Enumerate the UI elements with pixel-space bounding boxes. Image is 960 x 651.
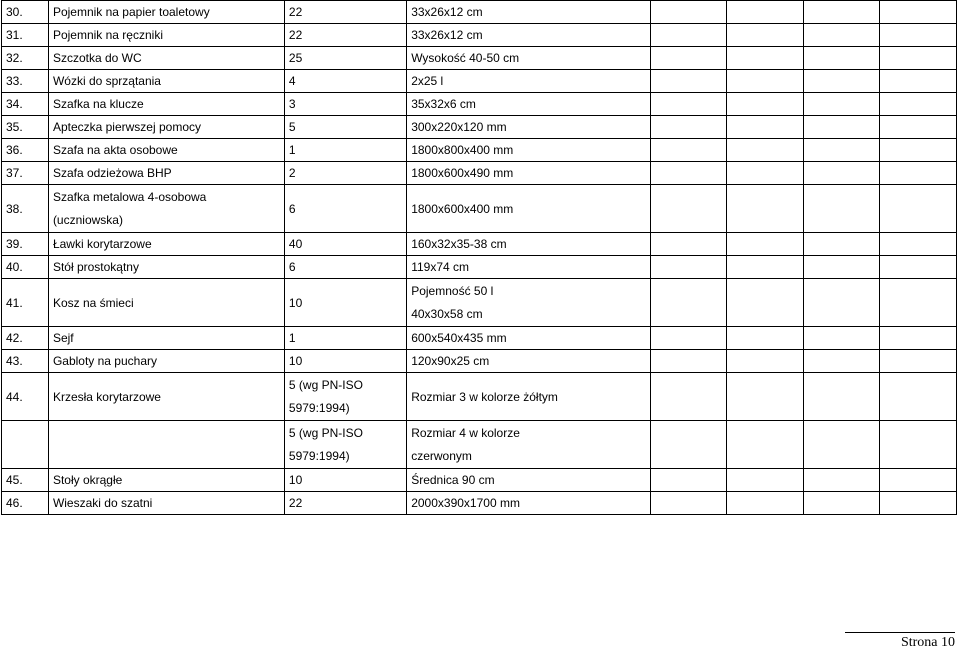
cell-quantity: 22	[284, 24, 406, 47]
cell-empty	[727, 139, 804, 162]
table-row	[2, 373, 957, 421]
cell-quantity: 1	[284, 327, 406, 350]
cell-empty	[880, 116, 957, 139]
page-number: Strona 10	[900, 635, 955, 650]
table-row	[2, 279, 957, 327]
cell-item-name: Apteczka pierwszej pomocy	[48, 116, 284, 139]
cell-item-name: Krzesła korytarzowe	[48, 373, 284, 421]
cell-number: 44.	[2, 373, 49, 421]
table-row	[2, 24, 957, 47]
table-row	[2, 139, 957, 162]
cell-empty	[727, 162, 804, 185]
cell-empty	[803, 469, 880, 492]
cell-empty	[803, 279, 880, 327]
cell-empty	[803, 162, 880, 185]
cell-empty	[880, 327, 957, 350]
cell-quantity: 22	[284, 1, 406, 24]
cell-empty	[727, 93, 804, 116]
cell-dimensions	[407, 279, 650, 327]
cell-empty	[880, 162, 957, 185]
cell-item-name: Ławki korytarzowe	[48, 233, 284, 256]
cell-empty	[650, 421, 727, 469]
cell-item-name: Kosz na śmieci	[48, 279, 284, 327]
cell-empty	[803, 373, 880, 421]
cell-empty	[803, 139, 880, 162]
cell-empty	[650, 492, 727, 515]
cell-dimensions: 1800x600x490 mm	[407, 162, 650, 185]
table-row	[2, 469, 957, 492]
cell-empty	[650, 279, 727, 327]
cell-empty	[880, 139, 957, 162]
cell-item-name: Szafa odzieżowa BHP	[48, 162, 284, 185]
cell-item-name: Wieszaki do szatni	[48, 492, 284, 515]
cell-item-name: Szafa na akta osobowe	[48, 139, 284, 162]
cell-item-name: Pojemnik na papier toaletowy	[48, 1, 284, 24]
cell-empty	[727, 185, 804, 233]
cell-empty	[650, 469, 727, 492]
cell-number: 46.	[2, 492, 49, 515]
cell-line: 5979:1994)	[288, 400, 350, 415]
cell-dimensions: 300x220x120 mm	[407, 116, 650, 139]
cell-empty	[727, 1, 804, 24]
cell-empty	[880, 469, 957, 492]
cell-item-name: Stoły okrągłe	[48, 469, 284, 492]
cell-quantity: 1	[284, 139, 406, 162]
cell-empty	[650, 116, 727, 139]
cell-quantity: 2	[284, 162, 406, 185]
cell-line: Rozmiar 4 w kolorze	[411, 425, 520, 440]
cell-empty	[727, 116, 804, 139]
equipment-table-body	[2, 1, 957, 515]
cell-line: 5 (wg PN-ISO	[288, 377, 363, 392]
cell-empty	[803, 185, 880, 233]
cell-number: 30.	[2, 1, 49, 24]
cell-number: 39.	[2, 233, 49, 256]
cell-quantity: 10	[284, 469, 406, 492]
cell-empty	[650, 1, 727, 24]
cell-empty	[727, 373, 804, 421]
cell-empty	[803, 256, 880, 279]
cell-empty	[650, 327, 727, 350]
cell-empty	[650, 373, 727, 421]
cell-quantity: 4	[284, 70, 406, 93]
page-footer	[845, 632, 955, 649]
equipment-table	[1, 0, 957, 515]
cell-empty	[880, 24, 957, 47]
cell-empty	[880, 185, 957, 233]
cell-empty	[650, 233, 727, 256]
cell-number: 36.	[2, 139, 49, 162]
cell-dimensions: 1800x800x400 mm	[407, 139, 650, 162]
cell-empty	[803, 116, 880, 139]
cell-empty	[650, 93, 727, 116]
cell-item-name: Pojemnik na ręczniki	[48, 24, 284, 47]
cell-empty	[880, 279, 957, 327]
cell-empty	[650, 139, 727, 162]
table-row	[2, 421, 957, 469]
cell-number: 42.	[2, 327, 49, 350]
cell-dimensions: 2x25 l	[407, 70, 650, 93]
cell-empty	[727, 233, 804, 256]
cell-quantity: 40	[284, 233, 406, 256]
table-row	[2, 70, 957, 93]
cell-empty	[727, 421, 804, 469]
cell-dimensions: 120x90x25 cm	[407, 350, 650, 373]
cell-line: Szafka metalowa 4-osobowa	[52, 189, 207, 204]
cell-number: 32.	[2, 47, 49, 70]
cell-empty	[803, 1, 880, 24]
footer-rule	[845, 632, 955, 633]
cell-empty	[727, 279, 804, 327]
cell-line: Pojemność 50 l	[411, 283, 494, 298]
cell-number: 40.	[2, 256, 49, 279]
cell-empty	[727, 256, 804, 279]
cell-empty	[650, 24, 727, 47]
cell-number: 38.	[2, 185, 49, 233]
cell-empty	[880, 350, 957, 373]
cell-number	[2, 421, 49, 469]
cell-line: 5979:1994)	[288, 448, 350, 463]
cell-dimensions: Wysokość 40-50 cm	[407, 47, 650, 70]
cell-empty	[727, 350, 804, 373]
cell-number: 31.	[2, 24, 49, 47]
cell-dimensions: 33x26x12 cm	[407, 1, 650, 24]
cell-quantity: 6	[284, 185, 406, 233]
cell-line: 40x30x58 cm	[411, 306, 483, 321]
cell-empty	[650, 185, 727, 233]
cell-quantity: 5	[284, 116, 406, 139]
cell-dimensions	[407, 421, 650, 469]
cell-empty	[727, 327, 804, 350]
cell-dimensions: 119x74 cm	[407, 256, 650, 279]
cell-empty	[803, 70, 880, 93]
cell-quantity	[284, 421, 406, 469]
cell-empty	[803, 492, 880, 515]
table-row	[2, 492, 957, 515]
cell-line: 5 (wg PN-ISO	[288, 425, 363, 440]
cell-dimensions: Średnica 90 cm	[407, 469, 650, 492]
cell-quantity: 3	[284, 93, 406, 116]
cell-number: 33.	[2, 70, 49, 93]
cell-empty	[803, 233, 880, 256]
cell-dimensions: 600x540x435 mm	[407, 327, 650, 350]
cell-quantity: 10	[284, 279, 406, 327]
cell-item-name: Szafka na klucze	[48, 93, 284, 116]
cell-empty	[880, 256, 957, 279]
table-row	[2, 93, 957, 116]
cell-empty	[880, 421, 957, 469]
cell-empty	[727, 70, 804, 93]
cell-empty	[727, 469, 804, 492]
cell-empty	[803, 24, 880, 47]
table-row	[2, 162, 957, 185]
cell-dimensions: 1800x600x400 mm	[407, 185, 650, 233]
cell-empty	[650, 70, 727, 93]
cell-item-name: Szczotka do WC	[48, 47, 284, 70]
cell-empty	[880, 233, 957, 256]
cell-number: 45.	[2, 469, 49, 492]
cell-quantity: 22	[284, 492, 406, 515]
cell-empty	[650, 47, 727, 70]
cell-quantity: 10	[284, 350, 406, 373]
cell-empty	[650, 162, 727, 185]
cell-number: 37.	[2, 162, 49, 185]
cell-dimensions: 2000x390x1700 mm	[407, 492, 650, 515]
cell-line: czerwonym	[411, 448, 472, 463]
table-row	[2, 327, 957, 350]
cell-quantity: 6	[284, 256, 406, 279]
cell-item-name: Sejf	[48, 327, 284, 350]
cell-dimensions: Rozmiar 3 w kolorze żółtym	[407, 373, 650, 421]
cell-empty	[880, 373, 957, 421]
cell-line: (uczniowska)	[52, 212, 123, 227]
cell-empty	[727, 492, 804, 515]
cell-empty	[650, 256, 727, 279]
cell-empty	[727, 24, 804, 47]
cell-quantity	[284, 373, 406, 421]
cell-dimensions: 160x32x35-38 cm	[407, 233, 650, 256]
cell-empty	[803, 421, 880, 469]
cell-empty	[803, 350, 880, 373]
cell-empty	[727, 47, 804, 70]
table-row	[2, 350, 957, 373]
cell-dimensions: 35x32x6 cm	[407, 93, 650, 116]
table-row	[2, 47, 957, 70]
cell-item-name: Gabloty na puchary	[48, 350, 284, 373]
cell-empty	[650, 350, 727, 373]
cell-number: 35.	[2, 116, 49, 139]
cell-item-name: Wózki do sprzątania	[48, 70, 284, 93]
table-row	[2, 256, 957, 279]
table-row	[2, 185, 957, 233]
table-row	[2, 233, 957, 256]
cell-number: 43.	[2, 350, 49, 373]
cell-empty	[880, 93, 957, 116]
cell-item-name	[48, 421, 284, 469]
cell-empty	[803, 47, 880, 70]
cell-quantity: 25	[284, 47, 406, 70]
cell-empty	[880, 47, 957, 70]
cell-empty	[880, 1, 957, 24]
cell-empty	[880, 492, 957, 515]
cell-empty	[880, 70, 957, 93]
table-row	[2, 116, 957, 139]
cell-item-name: Stół prostokątny	[48, 256, 284, 279]
cell-number: 34.	[2, 93, 49, 116]
cell-item-name	[48, 185, 284, 233]
cell-dimensions: 33x26x12 cm	[407, 24, 650, 47]
cell-empty	[803, 93, 880, 116]
cell-empty	[803, 327, 880, 350]
cell-number: 41.	[2, 279, 49, 327]
table-row	[2, 1, 957, 24]
